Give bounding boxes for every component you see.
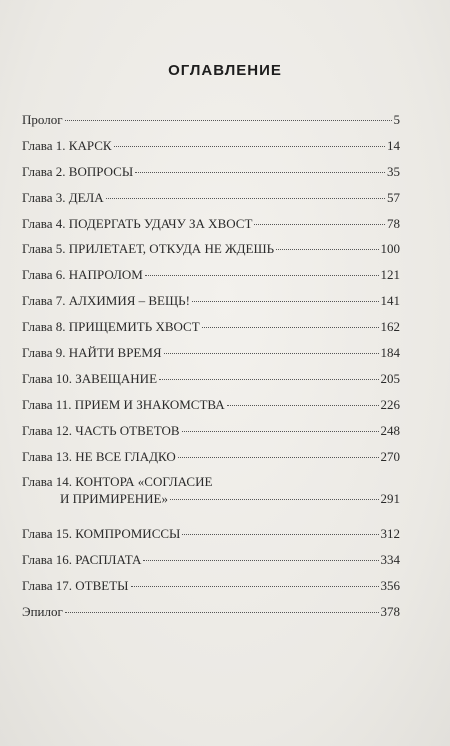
entry-label: Глава 3. ДЕЛА — [22, 189, 104, 205]
toc-entry-chapter-2 — [22, 163, 400, 189]
entry-page-number: 248 — [380, 422, 400, 438]
dot-leader — [114, 146, 385, 147]
dot-leader — [178, 457, 379, 458]
entry-label: Глава 12. ЧАСТЬ ОТВЕТОВ — [22, 422, 180, 438]
dot-leader — [170, 499, 379, 500]
dot-leader — [276, 249, 378, 250]
toc-entry-chapter-7 — [22, 292, 400, 318]
dot-leader — [182, 534, 378, 535]
entry-label: Глава 5. ПРИЛЕТАЕТ, ОТКУДА НЕ ЖДЕШЬ — [22, 241, 275, 257]
dot-leader — [202, 327, 379, 328]
entry-page-number: 334 — [380, 552, 400, 568]
entry-page-number: 226 — [380, 396, 400, 412]
entry-page-number: 184 — [380, 345, 400, 361]
toc-entry-chapter-16 — [22, 551, 400, 577]
dot-leader — [254, 224, 385, 225]
entry-label: Глава 8. ПРИЩЕМИТЬ ХВОСТ — [22, 319, 200, 335]
entry-page-number: 291 — [380, 491, 400, 507]
toc-entry-prologue — [22, 111, 400, 137]
entry-page-number: 312 — [380, 526, 400, 542]
entry-page-number: 57 — [387, 189, 400, 205]
entry-label: Глава 16. РАСПЛАТА — [22, 552, 142, 568]
entry-page-number: 205 — [380, 370, 400, 386]
toc-entry-chapter-4 — [22, 215, 400, 241]
table-of-contents — [22, 111, 400, 629]
dot-leader — [65, 612, 379, 613]
entry-page-number: 100 — [380, 241, 400, 257]
entry-label: Глава 15. КОМПРОМИССЫ — [22, 526, 181, 542]
entry-page-number: 270 — [380, 448, 400, 464]
entry-label: Глава 10. ЗАВЕЩАНИЕ — [22, 370, 158, 386]
dot-leader — [131, 586, 379, 587]
entry-page-number: 162 — [380, 319, 400, 335]
entry-page-number: 35 — [387, 163, 400, 179]
toc-entry-epilogue — [22, 603, 400, 629]
toc-entry-chapter-15 — [22, 525, 400, 551]
entry-continuation-line — [22, 490, 400, 507]
dot-leader — [135, 172, 385, 173]
dot-leader — [227, 405, 379, 406]
entry-label: Пролог — [22, 112, 63, 127]
toc-entry-chapter-14 — [22, 473, 400, 525]
toc-entry-chapter-5 — [22, 240, 400, 266]
entry-label: Глава 6. НАПРОЛОМ — [22, 267, 143, 283]
dot-leader — [192, 301, 379, 302]
toc-entry-chapter-1 — [22, 137, 400, 163]
dot-leader — [145, 275, 379, 276]
toc-entry-chapter-12 — [22, 422, 400, 448]
entry-label: Глава 7. АЛХИМИЯ – ВЕЩЬ! — [22, 293, 190, 309]
entry-page-number: 378 — [380, 604, 400, 620]
entry-label-continuation: И ПРИМИРЕНИЕ» — [60, 491, 168, 507]
entry-label: Глава 11. ПРИЕМ И ЗНАКОМСТВА — [22, 396, 225, 412]
entry-page-number: 121 — [380, 267, 400, 283]
entry-label: Глава 13. НЕ ВСЕ ГЛАДКО — [22, 448, 176, 464]
entry-page-number: 14 — [387, 137, 400, 153]
toc-entry-chapter-9 — [22, 344, 400, 370]
entry-page-number: 78 — [387, 215, 400, 231]
dot-leader — [159, 379, 378, 380]
toc-entry-chapter-6 — [22, 266, 400, 292]
toc-entry-chapter-3 — [22, 189, 400, 215]
toc-entry-chapter-8 — [22, 318, 400, 344]
entry-label: Глава 1. КАРСК — [22, 137, 112, 153]
toc-entry-chapter-11 — [22, 396, 400, 422]
toc-entry-chapter-13 — [22, 448, 400, 474]
entry-label: Глава 9. НАЙТИ ВРЕМЯ — [22, 345, 162, 361]
entry-page-number: 141 — [380, 293, 400, 309]
dot-leader — [164, 353, 379, 354]
entry-label: Глава 17. ОТВЕТЫ — [22, 578, 129, 594]
entry-label: Глава 14. КОНТОРА «СОГЛАСИЕ — [22, 474, 213, 490]
entry-page-number: 5 — [393, 112, 400, 127]
toc-entry-chapter-10 — [22, 370, 400, 396]
dot-leader — [182, 431, 379, 432]
entry-label: Глава 2. ВОПРОСЫ — [22, 163, 134, 179]
entry-page-number: 356 — [380, 578, 400, 594]
dot-leader — [106, 198, 385, 199]
dot-leader — [65, 120, 392, 121]
page-title: ОГЛАВЛЕНИЕ — [168, 62, 282, 80]
entry-label: Глава 4. ПОДЕРГАТЬ УДАЧУ ЗА ХВОСТ — [22, 215, 253, 231]
dot-leader — [143, 560, 378, 561]
toc-entry-chapter-17 — [22, 577, 400, 603]
entry-label: Эпилог — [22, 604, 63, 620]
